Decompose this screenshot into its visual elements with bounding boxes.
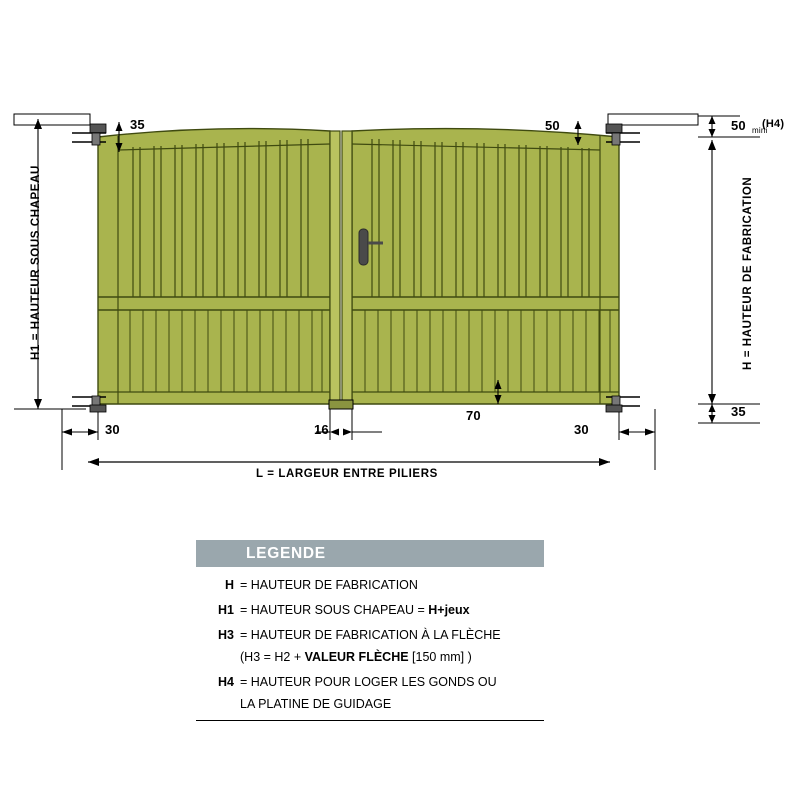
- legend-title: LEGENDE: [246, 544, 326, 562]
- dim-label-right-35: 35: [731, 404, 746, 419]
- center-ground-stop: [329, 400, 353, 409]
- legend-definition-text: = HAUTEUR SOUS CHAPEAU =: [240, 603, 429, 617]
- legend-divider: [196, 720, 544, 721]
- legend-subnote-emphasis: VALEUR FLÈCHE: [304, 650, 409, 664]
- dim-label-bottom-left-30: 30: [105, 422, 120, 437]
- legend-panel: [196, 540, 544, 721]
- legend-row: [196, 626, 544, 644]
- dim-right-35: [698, 404, 760, 423]
- legend-key: H1: [218, 603, 234, 617]
- dim-right-50-mini: [698, 116, 760, 137]
- hinge-top-left: [72, 124, 106, 145]
- legend-subnote: LA PLATINE DE GUIDAGE: [240, 697, 392, 711]
- dim-label-right-50: 50: [731, 118, 746, 133]
- legend-definition: [240, 601, 470, 619]
- dim-overall-width-L: [88, 458, 610, 466]
- dim-label-bottom-right-30: 30: [574, 422, 589, 437]
- legend-key: H: [224, 578, 234, 592]
- dim-label-right-mini: mini: [752, 126, 768, 135]
- legend-row: [196, 601, 544, 619]
- dim-label-panel-70: 70: [466, 408, 481, 423]
- legend-row: [196, 673, 544, 691]
- legend-definition: = HAUTEUR DE FABRICATION À LA FLÈCHE: [240, 628, 501, 642]
- label-overall-width: L = LARGEUR ENTRE PILIERS: [256, 468, 438, 480]
- right-meeting-stile: [342, 131, 352, 404]
- label-h-vertical: H = HAUTEUR DE FABRICATION: [742, 176, 754, 370]
- dim-right-h: [708, 140, 716, 404]
- dim-label-right-h4: (H4): [762, 118, 785, 130]
- dim-label-center-16: 16: [314, 422, 329, 437]
- hinge-top-right: [606, 124, 640, 145]
- legend-definition-emphasis: H+jeux: [428, 603, 470, 617]
- label-h1-vertical: H1 = HAUTEUR SOUS CHAPEAU: [30, 165, 42, 360]
- legend-title-bar: [196, 540, 544, 567]
- dim-bottom-right-30: [619, 429, 655, 436]
- legend-key: H4: [218, 675, 234, 689]
- legend-row: [196, 576, 544, 594]
- legend-key: H3: [218, 628, 234, 642]
- left-meeting-stile: [330, 131, 340, 404]
- legend-definition: = HAUTEUR DE FABRICATION: [240, 578, 418, 592]
- gate-handle: [359, 229, 368, 265]
- left-pillar-cap: [14, 114, 90, 125]
- dim-bottom-left-30: [62, 429, 98, 436]
- dim-label-top-right-50: 50: [545, 118, 560, 133]
- gate-right-leaf: [352, 129, 619, 404]
- dim-label-top-left-35: 35: [130, 117, 145, 132]
- legend-rows: [196, 567, 544, 721]
- legend-subnote-text: (H3 = H2 +: [240, 650, 305, 664]
- legend-definition: = HAUTEUR POUR LOGER LES GONDS OU: [240, 675, 497, 689]
- right-pillar-cap: [608, 114, 698, 125]
- legend-subnote: [240, 649, 544, 666]
- legend-subnote-tail: [150 mm] ): [408, 650, 472, 664]
